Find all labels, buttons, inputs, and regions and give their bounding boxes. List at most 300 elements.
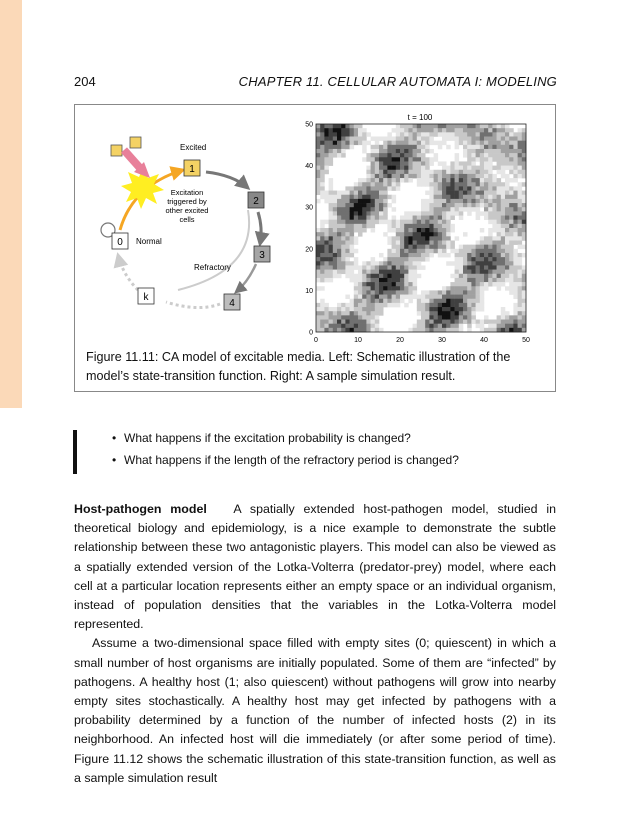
heatmap-cell: [320, 299, 325, 303]
heatmap-cell: [375, 199, 380, 203]
heatmap-cell: [476, 278, 481, 282]
heatmap-cell: [446, 290, 451, 294]
heatmap-cell: [450, 286, 455, 290]
heatmap-cell: [476, 303, 481, 307]
heatmap-cell: [442, 320, 447, 324]
heatmap-cell: [476, 290, 481, 294]
heatmap-cell: [354, 191, 359, 195]
heatmap-cell: [488, 249, 493, 253]
heatmap-cell: [408, 145, 413, 149]
heatmap-cell: [492, 141, 497, 145]
heatmap-cell: [333, 228, 338, 232]
heatmap-cell: [513, 307, 518, 311]
heatmap-cell: [459, 182, 464, 186]
heatmap-cell: [404, 240, 409, 244]
heatmap-cell: [392, 136, 397, 140]
heatmap-cell: [501, 257, 506, 261]
arc-k-to-0: [118, 255, 138, 290]
heatmap-cell: [463, 191, 468, 195]
heatmap-cell: [316, 124, 321, 128]
heatmap-cell: [438, 253, 443, 257]
heatmap-cell: [350, 278, 355, 282]
heatmap-cell: [518, 228, 523, 232]
heatmap-cell: [476, 324, 481, 328]
heatmap-cell: [371, 228, 376, 232]
heatmap-cell: [450, 261, 455, 265]
heatmap-cell: [438, 216, 443, 220]
heatmap-cell: [513, 220, 518, 224]
heatmap-cell: [408, 253, 413, 257]
heatmap-cell: [480, 174, 485, 178]
heatmap-cell: [450, 274, 455, 278]
heatmap-cell: [505, 274, 510, 278]
heatmap-cell: [492, 270, 497, 274]
heatmap-cell: [396, 274, 401, 278]
heatmap-cell: [484, 216, 489, 220]
heatmap-cell: [446, 324, 451, 328]
heatmap-cell: [400, 257, 405, 261]
heatmap-cell: [324, 228, 329, 232]
heatmap-cell: [492, 136, 497, 140]
heatmap-cell: [408, 153, 413, 157]
heatmap-cell: [484, 141, 489, 145]
heatmap-cell: [480, 303, 485, 307]
heatmap-cell: [358, 203, 363, 207]
heatmap-cell: [429, 199, 434, 203]
heatmap-cell: [425, 257, 430, 261]
heatmap-cell: [383, 207, 388, 211]
running-head: CHAPTER 11. CELLULAR AUTOMATA I: MODELING: [238, 74, 557, 89]
heatmap-cell: [337, 261, 342, 265]
heatmap-cell: [450, 245, 455, 249]
svg-text:k: k: [143, 292, 149, 303]
heatmap-cell: [350, 195, 355, 199]
heatmap-cell: [442, 195, 447, 199]
heatmap-cell: [329, 270, 334, 274]
heatmap-cell: [484, 136, 489, 140]
heatmap-cell: [345, 207, 350, 211]
heatmap-cell: [471, 136, 476, 140]
heatmap-cell: [505, 265, 510, 269]
heatmap-cell: [345, 265, 350, 269]
heatmap-cell: [371, 270, 376, 274]
heatmap-cell: [358, 141, 363, 145]
heatmap-cell: [463, 257, 468, 261]
heatmap-cell: [429, 320, 434, 324]
heatmap-cell: [471, 166, 476, 170]
heatmap-cell: [497, 274, 502, 278]
heatmap-cell: [341, 199, 346, 203]
heatmap-cell: [463, 141, 468, 145]
heatmap-cell: [350, 141, 355, 145]
heatmap-cell: [345, 249, 350, 253]
heatmap-cell: [354, 295, 359, 299]
heatmap-cell: [379, 136, 384, 140]
heatmap-cell: [480, 324, 485, 328]
heatmap-cell: [408, 278, 413, 282]
heatmap-cell: [324, 161, 329, 165]
heatmap-cell: [484, 278, 489, 282]
heatmap-cell: [341, 257, 346, 261]
heatmap-cell: [513, 203, 518, 207]
heatmap-cell: [341, 240, 346, 244]
heatmap-cell: [476, 149, 481, 153]
heatmap-cell: [362, 265, 367, 269]
heatmap-cell: [354, 315, 359, 319]
heatmap-cell: [488, 253, 493, 257]
heatmap-cell: [329, 199, 334, 203]
heatmap-cell: [320, 132, 325, 136]
heatmap-cell: [505, 257, 510, 261]
heatmap-cell: [400, 170, 405, 174]
heatmap-cell: [400, 128, 405, 132]
heatmap-cell: [392, 228, 397, 232]
heatmap-cell: [455, 286, 460, 290]
heatmap-cell: [434, 311, 439, 315]
heatmap-cell: [425, 145, 430, 149]
heatmap-cell: [421, 161, 426, 165]
heatmap-cell: [467, 153, 472, 157]
heatmap-cell: [371, 195, 376, 199]
heatmap-cell: [442, 178, 447, 182]
heatmap-cell: [366, 211, 371, 215]
heatmap-cell: [434, 290, 439, 294]
heatmap-cell: [400, 132, 405, 136]
heatmap-cell: [337, 236, 342, 240]
heatmap-cell: [509, 207, 514, 211]
heatmap-cell: [471, 303, 476, 307]
heatmap-cell: [476, 128, 481, 132]
heatmap-cell: [333, 136, 338, 140]
heatmap-cell: [501, 124, 506, 128]
heatmap-cell: [484, 149, 489, 153]
heatmap-cell: [324, 128, 329, 132]
heatmap-cell: [379, 157, 384, 161]
heatmap-cell: [354, 228, 359, 232]
trigger-line: triggered by: [167, 197, 207, 206]
heatmap-cell: [354, 324, 359, 328]
heatmap-cell: [497, 270, 502, 274]
heatmap-cell: [371, 324, 376, 328]
heatmap-cell: [492, 274, 497, 278]
heatmap-cell: [354, 186, 359, 190]
heatmap-cell: [450, 249, 455, 253]
heatmap-cell: [387, 178, 392, 182]
heatmap-cell: [371, 274, 376, 278]
heatmap-cell: [413, 211, 418, 215]
heatmap-cell: [350, 191, 355, 195]
heatmap-cell: [455, 278, 460, 282]
y-tick-label: 10: [305, 287, 313, 295]
heatmap-cell: [429, 174, 434, 178]
heatmap-cell: [341, 249, 346, 253]
heatmap-cell: [345, 245, 350, 249]
heatmap-cell: [383, 261, 388, 265]
heatmap-cell: [320, 228, 325, 232]
heatmap-cell: [484, 315, 489, 319]
heatmap-cell: [333, 270, 338, 274]
heatmap-cell: [434, 315, 439, 319]
heatmap-cell: [463, 161, 468, 165]
heatmap-cell: [425, 178, 430, 182]
heatmap-cell: [341, 207, 346, 211]
heatmap-cell: [492, 228, 497, 232]
heatmap-cell: [467, 178, 472, 182]
heatmap-cell: [350, 199, 355, 203]
heatmap-cell: [387, 182, 392, 186]
heatmap-cell: [350, 220, 355, 224]
heatmap-cell: [476, 245, 481, 249]
heatmap-cell: [471, 299, 476, 303]
heatmap-cell: [362, 270, 367, 274]
heatmap-cell: [518, 199, 523, 203]
heatmap-cell: [320, 303, 325, 307]
heatmap-cell: [358, 320, 363, 324]
heatmap-cell: [471, 191, 476, 195]
heatmap-cell: [316, 191, 321, 195]
heatmap-cell: [329, 315, 334, 319]
heatmap-cell: [316, 257, 321, 261]
heatmap-cell: [379, 174, 384, 178]
heatmap-cell: [492, 240, 497, 244]
heatmap-cell: [429, 232, 434, 236]
heatmap-cell: [459, 191, 464, 195]
heatmap-cell: [429, 186, 434, 190]
heatmap-cell: [476, 170, 481, 174]
heatmap-cell: [455, 315, 460, 319]
heatmap-cell: [501, 203, 506, 207]
heatmap-cell: [476, 203, 481, 207]
heatmap-cell: [509, 253, 514, 257]
heatmap-cell: [484, 257, 489, 261]
heatmap-cell: [379, 186, 384, 190]
heatmap-cell: [459, 290, 464, 294]
heatmap-cell: [375, 270, 380, 274]
heatmap-cell: [413, 166, 418, 170]
heatmap-cell: [509, 149, 514, 153]
heatmap-cell: [492, 249, 497, 253]
heatmap-cell: [501, 261, 506, 265]
heatmap-cell: [329, 141, 334, 145]
heatmap-cell: [366, 261, 371, 265]
heatmap-cell: [408, 216, 413, 220]
heatmap-cell: [375, 191, 380, 195]
heatmap-cell: [362, 145, 367, 149]
heatmap-cell: [417, 182, 422, 186]
heatmap-cell: [404, 282, 409, 286]
heatmap-cell: [366, 311, 371, 315]
heatmap-cell: [421, 299, 426, 303]
heatmap-cell: [501, 307, 506, 311]
heatmap-cell: [379, 270, 384, 274]
heatmap-cell: [497, 145, 502, 149]
run-in-heading: Host-pathogen model: [74, 502, 207, 516]
heatmap-cell: [492, 257, 497, 261]
heatmap-cell: [438, 299, 443, 303]
heatmap-cell: [442, 236, 447, 240]
heatmap-cell: [459, 207, 464, 211]
heatmap-cell: [501, 265, 506, 269]
heatmap-cell: [497, 157, 502, 161]
heatmap-cell: [518, 299, 523, 303]
heatmap-cell: [316, 136, 321, 140]
heatmap-cell: [421, 149, 426, 153]
heatmap-cell: [450, 315, 455, 319]
heatmap-cell: [408, 220, 413, 224]
heatmap-cell: [350, 274, 355, 278]
heatmap-cell: [345, 186, 350, 190]
heatmap-cell: [463, 203, 468, 207]
heatmap-cell: [320, 307, 325, 311]
heatmap-cell: [467, 199, 472, 203]
heatmap-cell: [438, 303, 443, 307]
heatmap-cell: [513, 141, 518, 145]
heatmap-cell: [417, 178, 422, 182]
heatmap-cell: [358, 278, 363, 282]
heatmap-cell: [450, 186, 455, 190]
heatmap-cell: [476, 186, 481, 190]
heatmap-cell: [383, 199, 388, 203]
heatmap-cell: [379, 220, 384, 224]
heatmap-cell: [497, 153, 502, 157]
heatmap-cell: [387, 236, 392, 240]
heatmap-cell: [362, 303, 367, 307]
heatmap-cell: [505, 157, 510, 161]
heatmap-cell: [350, 315, 355, 319]
heatmap-cell: [446, 303, 451, 307]
heatmap-cell: [480, 203, 485, 207]
heatmap-cell: [509, 282, 514, 286]
heatmap-cell: [324, 315, 329, 319]
heatmap-cell: [459, 253, 464, 257]
heatmap-cell: [459, 299, 464, 303]
heatmap-cell: [509, 228, 514, 232]
heatmap-cell: [383, 161, 388, 165]
heatmap-cell: [497, 124, 502, 128]
heatmap-cell: [400, 265, 405, 269]
heatmap-cell: [446, 145, 451, 149]
heatmap-cell: [362, 295, 367, 299]
heatmap-cell: [463, 311, 468, 315]
heatmap-cell: [509, 195, 514, 199]
heatmap-cell: [362, 203, 367, 207]
heatmap-cell: [392, 240, 397, 244]
heatmap-cell: [446, 174, 451, 178]
heatmap-cell: [484, 270, 489, 274]
trigger-line: cells: [179, 215, 195, 224]
heatmap-cell: [354, 311, 359, 315]
heatmap-cell: [345, 136, 350, 140]
heatmap-cell: [442, 295, 447, 299]
heatmap-cell: [501, 174, 506, 178]
heatmap-cell: [429, 307, 434, 311]
heatmap-cell: [455, 191, 460, 195]
heatmap-cell: [442, 299, 447, 303]
heatmap-cell: [425, 224, 430, 228]
heatmap-cell: [446, 295, 451, 299]
heatmap-cell: [497, 236, 502, 240]
heatmap-cell: [341, 307, 346, 311]
heatmap-cell: [476, 261, 481, 265]
heatmap-cell: [471, 315, 476, 319]
heatmap-cell: [438, 224, 443, 228]
heatmap-cell: [413, 161, 418, 165]
heatmap-cell: [450, 182, 455, 186]
heatmap-cell: [316, 186, 321, 190]
heatmap-cell: [404, 249, 409, 253]
heatmap-cell: [476, 211, 481, 215]
heatmap-cell: [484, 195, 489, 199]
heatmap-cell: [392, 141, 397, 145]
heatmap-cell: [404, 174, 409, 178]
heatmap-cell: [383, 295, 388, 299]
heatmap-cell: [438, 320, 443, 324]
heatmap-cell: [404, 228, 409, 232]
heatmap-cell: [518, 236, 523, 240]
heatmap-cell: [320, 257, 325, 261]
heatmap-cell: [366, 207, 371, 211]
heatmap-cell: [417, 228, 422, 232]
heatmap-cell: [505, 315, 510, 319]
heatmap-cell: [429, 324, 434, 328]
heatmap-cell: [392, 295, 397, 299]
heatmap-cell: [513, 253, 518, 257]
heatmap-cell: [509, 320, 514, 324]
heatmap-cell: [404, 166, 409, 170]
heatmap-cell: [476, 132, 481, 136]
heatmap-cell: [320, 153, 325, 157]
heatmap-cell: [417, 261, 422, 265]
heatmap-cell: [442, 174, 447, 178]
heatmap-cell: [333, 324, 338, 328]
heatmap-cell: [450, 324, 455, 328]
heatmap-cell: [509, 290, 514, 294]
heatmap-cell: [404, 132, 409, 136]
heatmap-cell: [366, 132, 371, 136]
heatmap-cell: [463, 249, 468, 253]
heatmap-cell: [438, 290, 443, 294]
heatmap-cell: [341, 236, 346, 240]
heatmap-cell: [492, 186, 497, 190]
heatmap-cell: [387, 240, 392, 244]
heatmap-cell: [467, 195, 472, 199]
heatmap-cell: [392, 245, 397, 249]
heatmap-cell: [459, 270, 464, 274]
heatmap-cell: [413, 149, 418, 153]
y-tick-label: 50: [305, 121, 313, 129]
heatmap-cell: [471, 274, 476, 278]
heatmap-cell: [408, 257, 413, 261]
heatmap-cell: [476, 207, 481, 211]
heatmap-cell: [459, 307, 464, 311]
heatmap-cell: [425, 315, 430, 319]
heatmap-cell: [413, 286, 418, 290]
heatmap-cell: [362, 274, 367, 278]
heatmap-cell: [434, 220, 439, 224]
heatmap-cell: [387, 195, 392, 199]
heatmap-cell: [392, 253, 397, 257]
heatmap-cell: [333, 191, 338, 195]
heatmap-cell: [358, 220, 363, 224]
heatmap-cell: [455, 236, 460, 240]
heatmap-cell: [480, 299, 485, 303]
heatmap-cell: [488, 278, 493, 282]
heatmap-cell: [450, 199, 455, 203]
heatmap-cell: [497, 182, 502, 186]
heatmap-cell: [480, 257, 485, 261]
heatmap-cell: [438, 295, 443, 299]
heatmap-cell: [488, 228, 493, 232]
